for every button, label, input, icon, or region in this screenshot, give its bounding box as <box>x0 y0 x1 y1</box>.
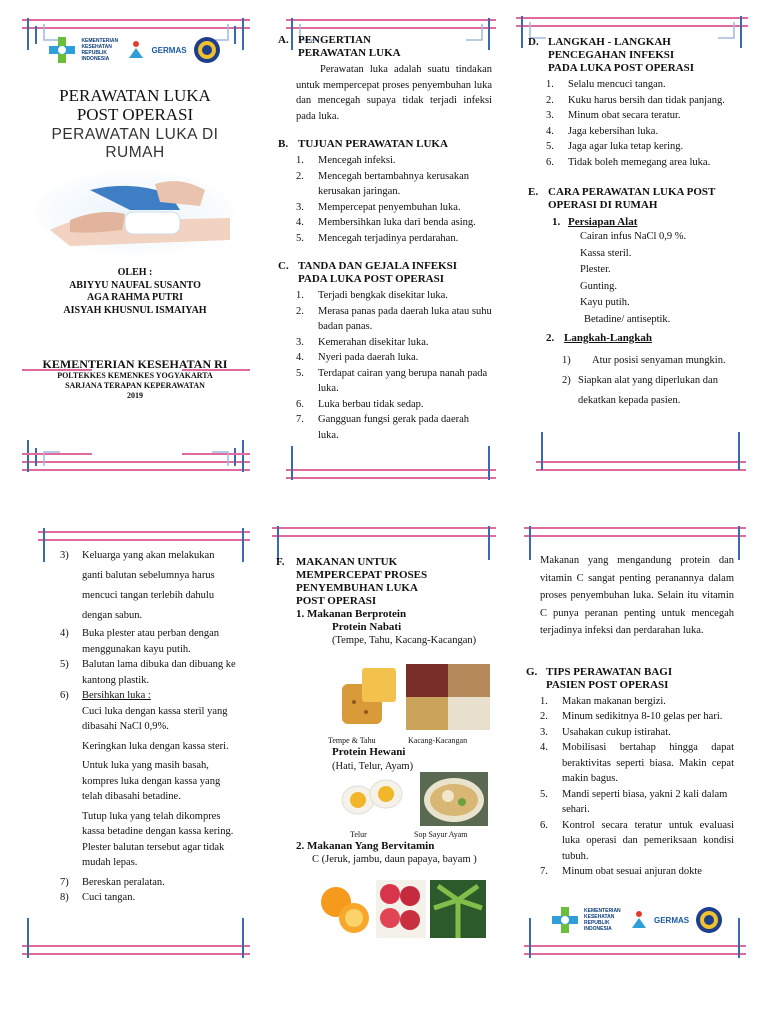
section-d-title-line1: LANGKAH - LANGKAH <box>548 36 671 48</box>
tool-item: Kassa steril. <box>580 247 632 259</box>
list-item: 4. Jaga kebersihan luka. <box>546 125 659 137</box>
section-a-body: Perawatan luka adalah suatu tindakan untuk mempercepat proses penyembuhan luka dan mencegah supaya tidak terjadi infeksi pada luka. <box>296 64 492 122</box>
section-letter: C. <box>278 260 289 272</box>
animal-protein-examples: (Hati, Telur, Ayam) <box>332 761 414 772</box>
list-item: 6. Kontrol secara teratur untuk evaluasi luka operasi dan pemeriksaan kondisi tubuh. <box>540 819 734 862</box>
cleaning-step: Keringkan luka dengan kassa steri. <box>82 740 229 752</box>
cover-panel <box>30 36 240 401</box>
institution-block <box>30 357 240 401</box>
author-name: AGA RAHMA PUTRI <box>86 292 184 303</box>
institution-program: SARJANA TERAPAN KEPERAWATAN <box>65 381 205 390</box>
list-item: 3) Keluarga yang akan melakukan ganti balutan sebelumnya harus mencuci tangan terlebih dahulu dengan sabun. <box>60 550 215 621</box>
cleaning-step: Cuci luka dengan kassa steril yang dibasahi NaCl 0,9%. <box>82 705 228 732</box>
list-item: 3. Minum obat secara teratur. <box>546 110 681 121</box>
list-item: 2. Kuku harus bersih dan tidak panjang. <box>546 94 725 106</box>
list-item: 5. Mandi seperti biasa, yakni 2 kali dalam sehari. <box>540 788 728 815</box>
author-name: AISYAH KHUSNUL ISMAIYAH <box>63 304 207 316</box>
panel-tips <box>526 552 734 880</box>
panel-food <box>276 556 488 647</box>
institution-year: 2019 <box>127 391 143 400</box>
tool-item: Kayu putih. <box>580 297 630 308</box>
list-item: 1. Mencegah infeksi. <box>296 155 396 166</box>
chicken-soup-image <box>420 772 488 826</box>
panel-abc <box>278 34 492 443</box>
authors-block <box>30 267 240 317</box>
section-e-title-line2: OPERASI DI RUMAH <box>548 199 658 211</box>
section-e-sub1: 1. Persiapan Alat <box>552 216 638 228</box>
cleaning-steps <box>82 704 238 871</box>
section-c-list <box>296 288 492 443</box>
section-letter: B. <box>278 138 289 150</box>
kemenkes-logo-icon <box>552 907 578 933</box>
list-item: 4) Buka plester atau perban dengan menggunakan kayu putih. <box>60 628 220 655</box>
tools-list <box>580 229 742 328</box>
section-letter: D. <box>528 36 539 48</box>
germas-logo-text: GERMAS <box>151 45 187 55</box>
author-label: OLEH : <box>117 267 153 278</box>
cover-title-line1: PERAWATAN LUKA <box>59 86 211 105</box>
tool-item: Gunting. <box>580 280 618 292</box>
list-item: 6) Bersihkan luka : <box>60 690 151 701</box>
tool-item: Cairan infus NaCl 0,9 %. <box>580 231 687 242</box>
bottom-logo-row <box>552 906 723 934</box>
section-a-heading <box>278 34 492 60</box>
list-item: 4. Nyeri pada daerah luka. <box>296 352 419 363</box>
plant-protein-heading: Protein Nabati <box>332 621 402 633</box>
cleaning-step: Untuk luka yang masih basah, kompres luka dengan kassa yang telah dibasahi betadine. <box>82 760 221 802</box>
list-item: 3. Kemerahan disekitar luka. <box>296 336 429 348</box>
poltekkes-seal-icon <box>695 906 723 934</box>
list-item: 4. Membersihkan luka dari benda asing. <box>296 217 476 228</box>
list-item: 2. Merasa panas pada daerah luka atau suhu badan panas. <box>296 305 492 332</box>
papaya-leaf-image <box>430 880 486 938</box>
list-item: 7. Minum obat sesuai anjuran dokte <box>540 866 702 877</box>
caption-eggs: Telur <box>350 830 367 839</box>
logo-row <box>30 36 240 64</box>
animal-protein-block <box>332 746 482 775</box>
list-item: 6. Luka berbau tidak sedap. <box>296 398 424 410</box>
caption-soup: Sop Sayur Ayam <box>414 830 468 839</box>
cleaning-step: Tutup luka yang telah dikompres kassa betadine dengan kassa kering. Plester balutan tersebut agar tidak mudah lepas. <box>82 810 234 868</box>
germas-logo-text: GERMAS <box>654 915 690 925</box>
section-f-heading: F. MAKANAN UNTUK MEMPERCEPAT PROSES PENYEMBUHAN LUKA POST OPERASI <box>276 556 428 607</box>
section-c-heading <box>278 260 492 286</box>
tool-item: Plester. <box>580 264 611 275</box>
germas-logo-icon <box>630 910 648 930</box>
panel-steps-cont <box>60 546 238 906</box>
author-name: ABIYYU NAUFAL SUSANTO <box>69 279 201 291</box>
list-item: 8) Cuci tangan. <box>60 892 136 903</box>
caption-nuts: Kacang-Kacangan <box>408 736 468 745</box>
plant-protein-examples: (Tempe, Tahu, Kacang-Kacangan) <box>332 635 477 646</box>
panel-de <box>528 36 742 411</box>
institution-school: POLTEKKES KEMENKES YOGYAKARTA <box>57 371 213 380</box>
section-letter: G. <box>526 665 538 678</box>
germas-logo-icon <box>127 40 145 60</box>
tempe-tahu-image <box>336 664 402 730</box>
list-item: 1. Terjadi bengkak disekitar luka. <box>296 290 448 301</box>
kemenkes-logo-text: KEMENTERIAN KESEHATAN REPUBLIK INDONESIA <box>584 908 621 932</box>
wound-care-image <box>30 170 240 256</box>
section-d-list <box>546 77 742 170</box>
section-d-title-line3: PADA LUKA POST OPERASI <box>548 62 694 74</box>
vitamin-c-block <box>296 840 492 866</box>
kemenkes-logo-icon <box>49 37 75 63</box>
cover-subtitle-line2: RUMAH <box>105 144 165 161</box>
section-d-heading <box>528 36 742 75</box>
cover-title <box>30 86 240 124</box>
list-item: 1. Selalu mencuci tangan. <box>546 79 666 90</box>
section-e-heading <box>528 186 742 212</box>
section-a-title-line2: PERAWATAN LUKA <box>298 47 401 59</box>
section-e-title-line1: CARA PERAWATAN LUKA POST <box>548 186 716 198</box>
vitamin-c-examples: C (Jeruk, jambu, daun papaya, bayam ) <box>312 854 477 865</box>
cover-subtitle-line1: PERAWATAN LUKA DI <box>51 126 219 143</box>
section-g-heading: G. TIPS PERAWATAN BAGI PASIEN POST OPERASI <box>526 665 673 691</box>
steps-list <box>562 351 742 411</box>
section-d-title-line2: PENCEGAHAN INFEKSI <box>548 49 675 61</box>
list-item: 7) Bereskan peralatan. <box>60 876 165 888</box>
poltekkes-seal-icon <box>193 36 221 64</box>
food-protein-heading: 1. Makanan Berprotein <box>296 608 407 620</box>
list-item: 7. Gangguan fungsi gerak pada daerah luka. <box>296 414 470 441</box>
list-item: 4. Mobilisasi bertahap hingga dapat beraktivitas seperti biasa. Makin cepat makin bagus. <box>540 742 734 784</box>
list-item: 1. Makan makanan bergizi. <box>540 695 666 707</box>
section-letter: F. <box>276 556 285 568</box>
section-c-title-line2: PADA LUKA POST OPERASI <box>298 273 444 285</box>
tool-item: Betadine/ antiseptik. <box>584 313 671 325</box>
nuts-image <box>406 664 490 730</box>
cover-title-line2: POST OPERASI <box>76 105 194 124</box>
list-item: 5. Mencegah terjadinya perdarahan. <box>296 232 459 244</box>
oranges-image <box>318 880 372 938</box>
eggs-image <box>340 772 406 826</box>
list-item: 2. Mencegah bertambahnya kerusakan kerusakan jaringan. <box>296 170 470 197</box>
section-b-heading <box>278 138 492 151</box>
section-letter: E. <box>528 186 539 198</box>
kemenkes-logo-text: KEMENTERIAN KESEHATAN REPUBLIK INDONESIA <box>81 38 119 62</box>
vitamin-c-heading: 2. Makanan Yang Bervitamin <box>296 840 435 852</box>
food-summary-paragraph: Makanan yang mengandung protein dan vitamin C sangat penting peranannya dalam proses penyembuhan luka. Selain itu vitamin C punya peranan penting untuk mencegah terjadinya infeksi dan perdarahan luka. <box>540 555 734 636</box>
list-item: 3. Mempercepat penyembuhan luka. <box>296 201 461 213</box>
caption-tempe-tahu: Tempe & Tahu <box>328 736 376 745</box>
section-e-sub2: 2. Langkah-Langkah <box>546 332 653 344</box>
list-item: 1) Atur posisi senyaman mungkin. <box>562 355 726 366</box>
list-item: 3. Usahakan cukup istirahat. <box>540 726 671 738</box>
animal-protein-heading: Protein Hewani <box>332 746 406 758</box>
cover-subtitle <box>30 126 240 162</box>
list-item: 5) Balutan lama dibuka dan dibuang ke kantong plastik. <box>60 659 236 686</box>
section-b-title: TUJUAN PERAWATAN LUKA <box>298 138 448 150</box>
list-item: 6. Tidak boleh memegang area luka. <box>546 156 711 168</box>
list-item: 2) Siapkan alat yang diperlukan dan dekatkan kepada pasien. <box>562 375 718 406</box>
section-letter: A. <box>278 34 289 46</box>
guava-image <box>376 880 426 938</box>
section-c-title-line1: TANDA DAN GEJALA INFEKSI <box>298 260 458 272</box>
section-a-title-line1: PENGERTIAN <box>298 34 371 46</box>
list-item: 2. Minum sedikitnya 8-10 gelas per hari. <box>540 711 723 722</box>
list-item: 5. Jaga agar luka tetap kering. <box>546 141 684 152</box>
section-b-list <box>296 153 492 246</box>
institution-name: KEMENTERIAN KESEHATAN RI <box>42 357 228 371</box>
list-item: 5. Terdapat cairan yang berupa nanah pada luka. <box>296 367 488 394</box>
section-g-list <box>540 694 734 880</box>
